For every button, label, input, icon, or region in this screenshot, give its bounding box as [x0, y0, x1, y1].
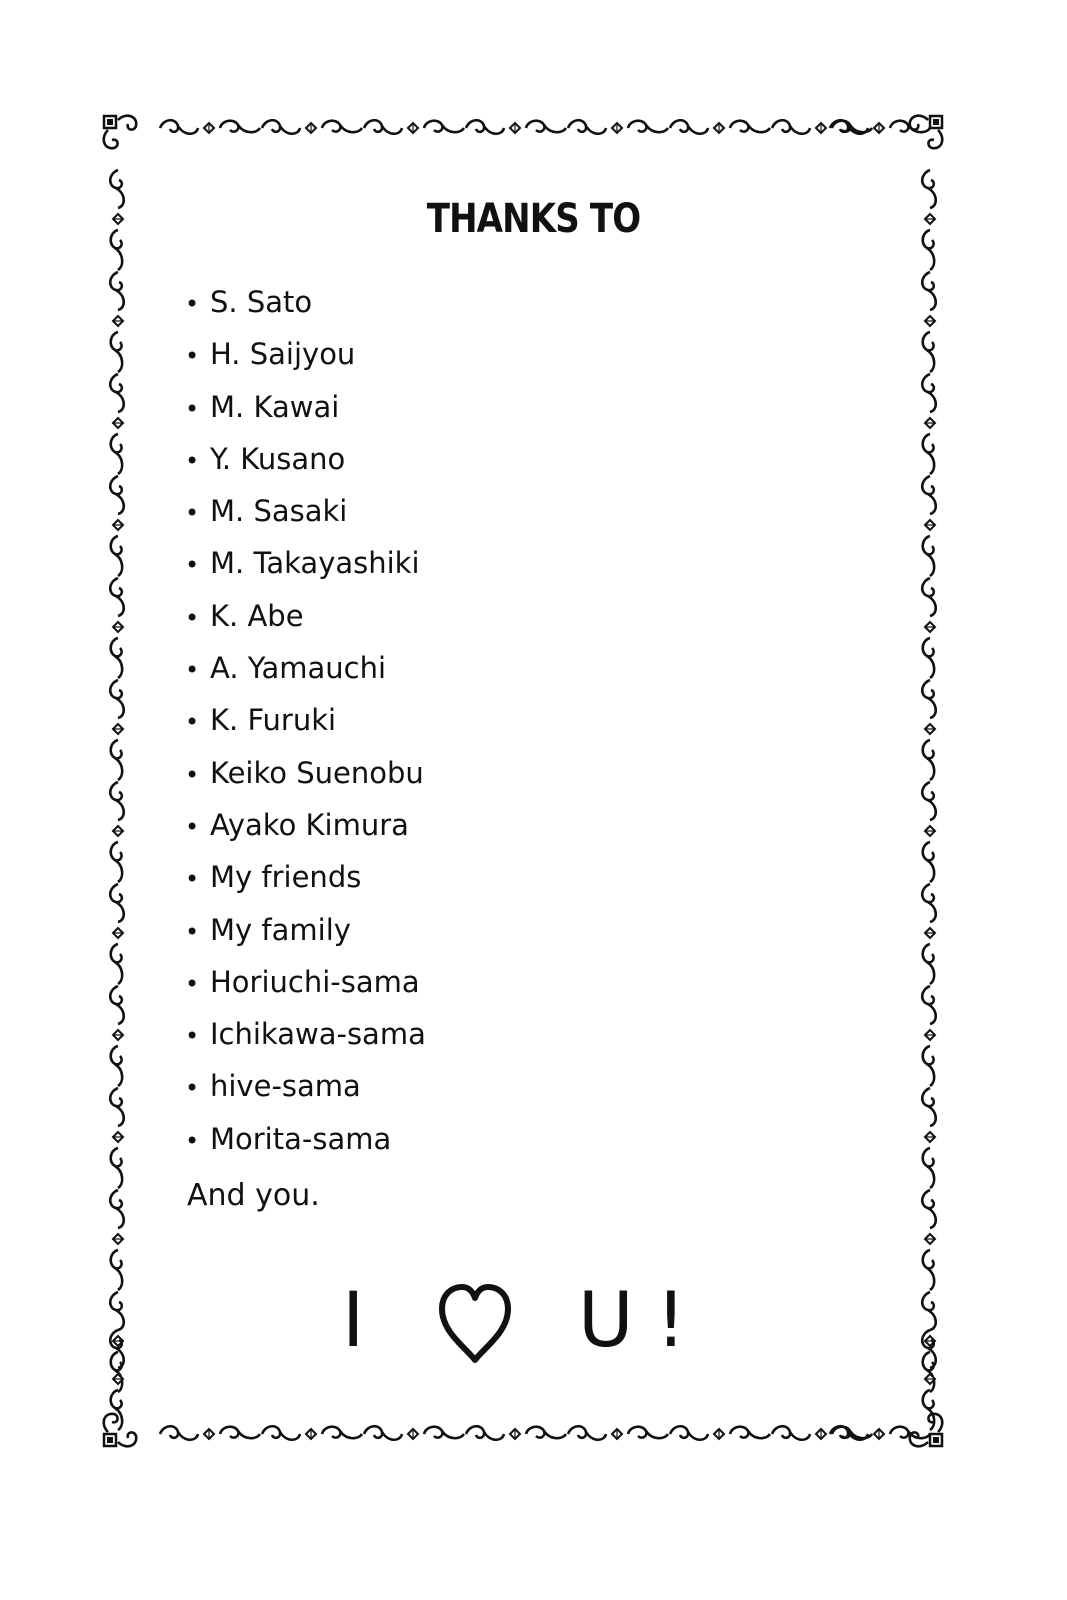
bullet-icon: •	[185, 708, 200, 737]
list-item-name: Y. Kusano	[210, 441, 346, 476]
bullet-icon: •	[185, 1126, 200, 1155]
bullet-icon: •	[185, 446, 200, 475]
list-item-name: S. Sato	[210, 285, 313, 319]
page-title: THANKS TO	[426, 196, 641, 242]
bullet-icon: •	[185, 394, 200, 423]
list-item-name: M. Sasaki	[210, 494, 348, 529]
list-item-name: A. Yamauchi	[210, 651, 387, 686]
bullet-icon: •	[185, 342, 200, 371]
list-item	[185, 910, 426, 962]
bullet-icon: •	[185, 551, 200, 580]
heart-icon	[436, 1282, 514, 1366]
bullet-icon: •	[185, 603, 200, 632]
scroll-ornament-icon	[160, 120, 930, 134]
list-item	[185, 648, 426, 700]
bullet-icon: •	[185, 1022, 200, 1051]
list-item-name: M. Takayashiki	[210, 546, 420, 581]
list-item	[185, 543, 426, 595]
bullet-icon: •	[185, 812, 200, 841]
list-item-name: H. Saijyou	[210, 337, 356, 372]
list-item-name: Ayako Kimura	[210, 807, 409, 842]
scroll-ornament-icon	[922, 170, 936, 1430]
bullet-icon: •	[185, 1074, 200, 1103]
closing-line: And you.	[187, 1178, 320, 1213]
list-item-name: Ichikawa-sama	[210, 1017, 426, 1052]
list-item-name: K. Furuki	[210, 703, 337, 738]
list-item-name: K. Abe	[210, 598, 304, 633]
scroll-ornament-icon	[160, 1426, 930, 1440]
scroll-ornament-icon	[110, 170, 124, 1430]
list-item	[185, 1119, 426, 1171]
bullet-icon: •	[185, 290, 200, 318]
list-item-name: Keiko Suenobu	[210, 755, 424, 790]
bullet-icon: •	[185, 865, 200, 894]
i-love-you-line	[340, 1270, 709, 1380]
list-item-name: hive-sama	[210, 1069, 361, 1104]
thanks-list	[185, 282, 426, 1171]
bullet-icon: •	[185, 499, 200, 528]
list-item	[185, 387, 426, 439]
corner-flourish-icon	[104, 116, 136, 148]
bullet-icon: •	[185, 656, 200, 685]
list-item	[185, 753, 426, 805]
list-item	[185, 282, 426, 334]
list-item-name: Morita-sama	[210, 1121, 392, 1156]
list-item-name: Horiuchi-sama	[210, 964, 420, 999]
love-right-text: U!	[578, 1275, 709, 1364]
list-item	[185, 439, 426, 491]
love-left-text: I	[342, 1275, 365, 1364]
bullet-icon: •	[185, 969, 200, 998]
list-item	[185, 700, 426, 752]
list-item	[185, 1066, 426, 1118]
list-item	[185, 491, 426, 543]
list-item	[185, 1014, 426, 1066]
bullet-icon: •	[185, 760, 200, 789]
list-item-name: M. Kawai	[210, 389, 340, 424]
list-item	[185, 857, 426, 909]
list-item	[185, 334, 426, 386]
list-item	[185, 596, 426, 648]
list-item-name: My friends	[210, 860, 362, 895]
list-item-name: My family	[210, 912, 351, 947]
list-item	[185, 805, 426, 857]
list-item	[185, 962, 426, 1014]
bullet-icon: •	[185, 917, 200, 946]
corner-flourish-icon	[910, 1414, 942, 1446]
